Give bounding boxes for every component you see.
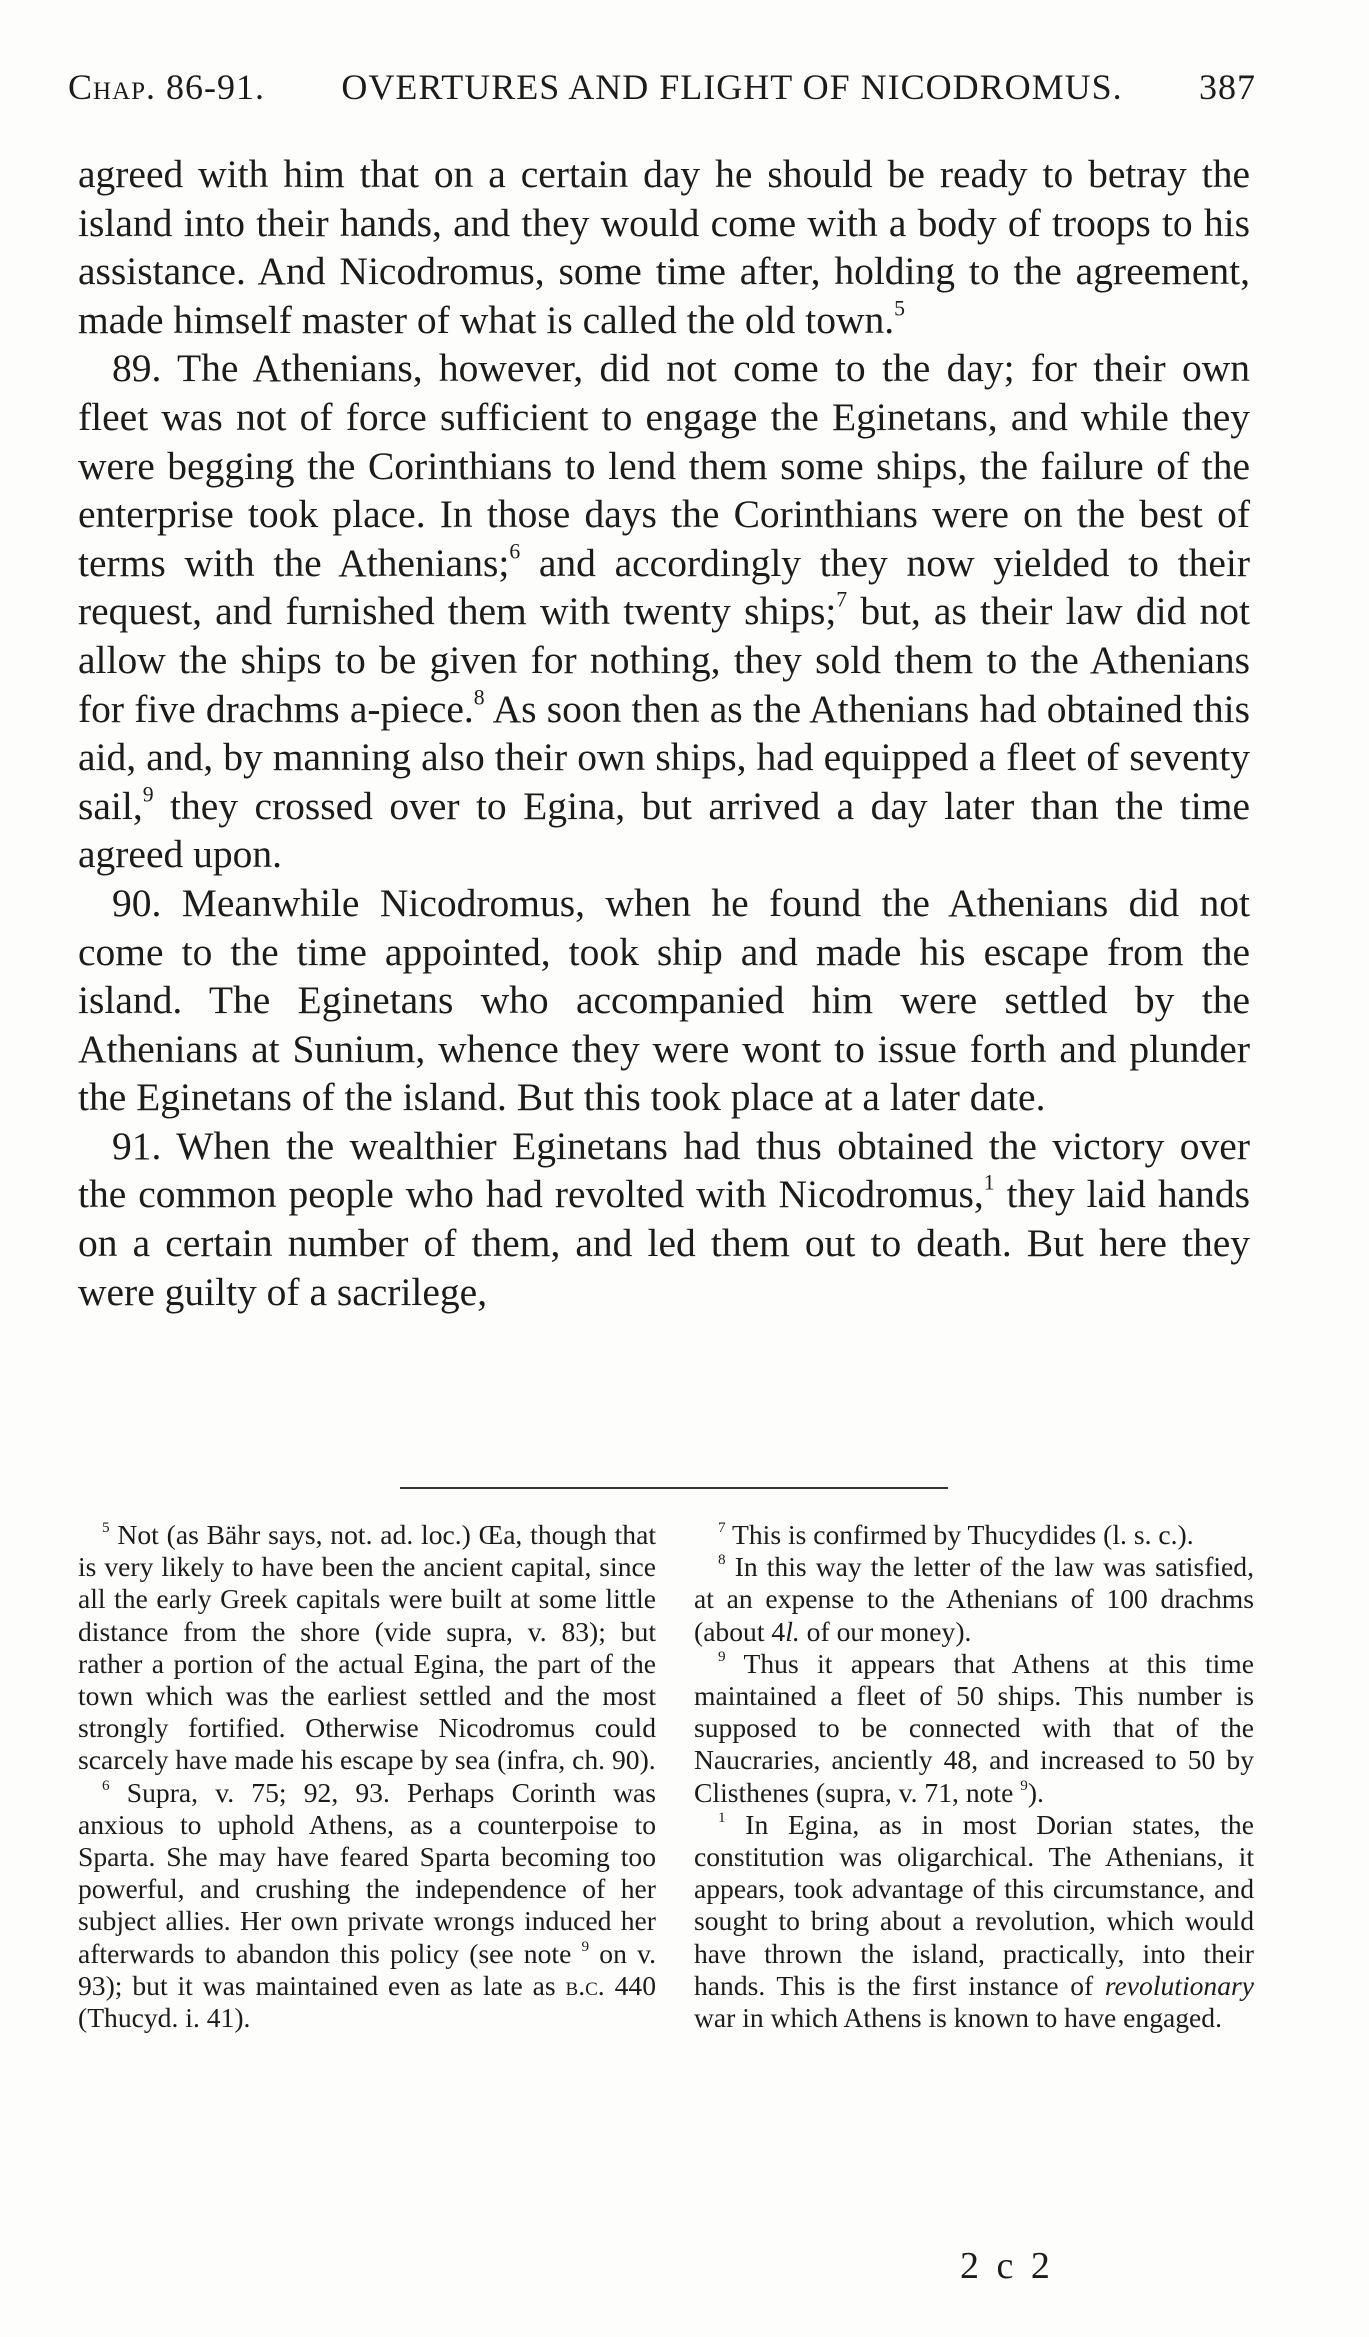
footnote-5: $^5$ Not (as Bähr says, not. ad. loc.) Œa, though that is very likely to have been the ancient capital, since all the early Greek capitals were built at some little distance from the shore (vide supra, v. 83); but rather a portion of the actual Egina, the part of the town which was the earliest settled and the most strongly fortified. Otherwise Nicodromus could scarcely have made his escape by sea (infra, ch. 90).	[78, 1518, 656, 1776]
running-head	[68, 66, 1256, 110]
footnote-ref-6: 6	[509, 539, 521, 564]
running-title: OVERTURES AND FLIGHT OF NICODROMUS.	[341, 67, 1123, 107]
main-text	[78, 150, 1250, 1316]
paragraph-continuation: agreed with him that on a certain day he should be ready to betray the island into their hands, and they would come with a body of troops to his assistance. And Nicodromus, some time after, holding to the agreement, made himself master of what is called the old town.$^5$	[78, 152, 1250, 342]
footnote-1: $^1$ In Egina, as in most Dorian states, the constitution was oligarchical. The Athenians, it appears, took advantage of this circumstance, and sought to bring about a revolution, which would have thrown the island, practically, into their hands. This is the first instance of revolutionary war in which Athens is known to have engaged.	[694, 1808, 1254, 2034]
footnote-ref-5: 5	[894, 296, 905, 321]
chapter-range: Chap. 86-91.	[68, 67, 266, 107]
footnote-ref-9: 9	[142, 782, 154, 807]
paragraph-90: 90. Meanwhile Nicodromus, when he found the Athenians did not come to the time appointed, took ship and made his escape from the island. The Eginetans who accompanied him were settled by the Athenians at Sunium, whence they were wont to issue forth and plunder the Eginetans of the island. But this took place at a later date.	[78, 880, 1250, 1120]
footnotes-left-column	[78, 1519, 656, 2034]
paragraph-91: 91. When the wealthier Eginetans had thus obtained the victory over the common people who had revolted with Nicodromus,$^1$ they laid hands on a certain number of them, and led them out to death. But here they were guilty of a sacrilege,	[78, 1123, 1250, 1314]
footnote-ref-7: 7	[836, 587, 848, 612]
footnote-ref-1: 1	[983, 1171, 995, 1196]
footnotes-right-column	[694, 1519, 1254, 2034]
footnote-6: $^6$ Supra, v. 75; 92, 93. Perhaps Corinth was anxious to uphold Athens, as a counterpoise to Sparta. She may have feared Sparta becoming too powerful, and crushing the independence of her subject allies. Her own private wrongs induced her afterwards to abandon this policy (see note $^9$ on v. 93); but it was maintained even as late as b.c. 440 (Thucyd. i. 41).	[78, 1776, 656, 2034]
footnote-divider	[400, 1487, 948, 1489]
footnote-7: $^7$ This is confirmed by Thucydides (l. s. c.).	[718, 1518, 1194, 1550]
page-number: 387	[1198, 67, 1256, 107]
footnote-8: $^8$ In this way the letter of the law was satisfied, at an expense to the Athenians of 100 drachms (about 4l. of our money).	[694, 1551, 1254, 1647]
footnote-ref-8: 8	[473, 685, 485, 710]
footnote-9: $^9$ Thus it appears that Athens at this time maintained a fleet of 50 ships. This number is supposed to be connected with that of the Naucraries, anciently 48, and increased to 50 by Clisthenes (supra, v. 71, note $^9$).	[694, 1647, 1254, 1808]
paragraph-89: 89. The Athenians, however, did not come to the day; for their own fleet was not of force sufficient to engage the Eginetans, and while they were begging the Corinthians to lend them some ships, the failure of the enterprise took place. In those days the Corinthians were on the best of terms with the Athenians;$^6$ and accordingly they now yielded to their request, and furnished them with twenty ships;$^7$ but, as their law did not allow the ships to be given for nothing, they sold them to the Athenians for five drachms a-piece.$^8$ As soon then as the Athenians had obtained this aid, and, by manning also their own ships, had equipped a fleet of seventy sail,$^9$ they crossed over to Egina, but arrived a day later than the time agreed upon.	[78, 346, 1251, 877]
signature-mark: 2 c 2	[960, 2245, 1054, 2287]
